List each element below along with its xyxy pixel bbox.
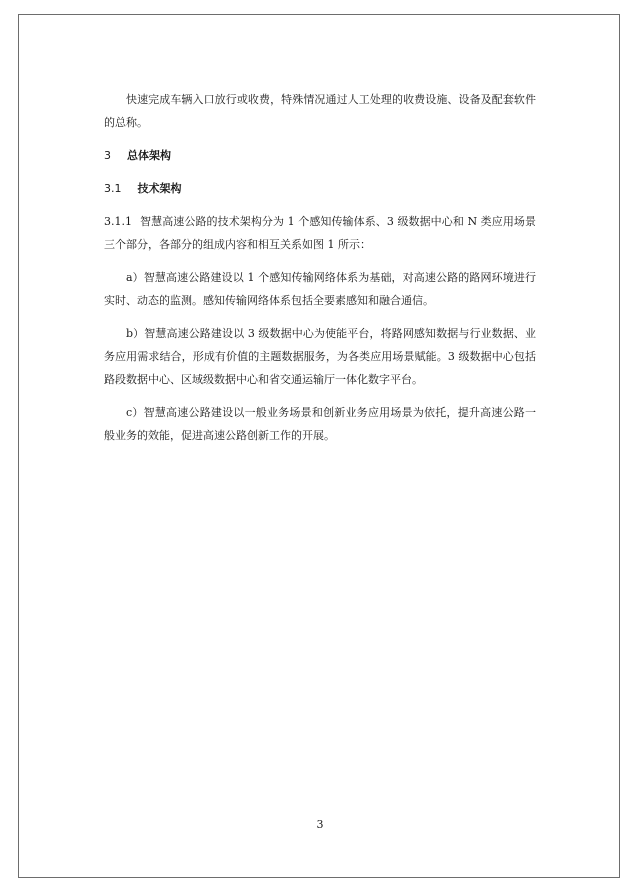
- clause-number: 3.1.1: [104, 215, 132, 228]
- clause-text: 智慧高速公路的技术架构分为 1 个感知传输体系、3 级数据中心和 N 类应用场景三个部分，各部分的组成内容和相互关系如图 1 所示：: [104, 215, 536, 251]
- list-item-c-text: 智慧高速公路建设以一般业务场景和创新业务应用场景为依托，提升高速公路一般业务的效能，促进高速公路创新工作的开展。: [104, 406, 536, 442]
- subsection-heading: [104, 177, 536, 200]
- list-item-b: [104, 322, 536, 391]
- clause-paragraph: [104, 210, 536, 256]
- list-item-c-label: c）: [126, 406, 144, 419]
- intro-paragraph: 快速完成车辆入口放行或收费，特殊情况通过人工处理的收费设施、设备及配套软件的总称。: [104, 93, 536, 129]
- section-title: 总体架构: [127, 149, 171, 162]
- section-heading: [104, 144, 536, 167]
- list-item-a: [104, 266, 536, 312]
- subsection-number: 3.1: [104, 182, 122, 195]
- list-item-b-text: 智慧高速公路建设以 3 级数据中心为使能平台，将路网感知数据与行业数据、业务应用需求结合，形成有价值的主题数据服务，为各类应用场景赋能。3 级数据中心包括路段数据中心、区域级数据中心和省交通运输厅一体化数字平台。: [104, 327, 536, 386]
- list-item-b-label: b）: [126, 327, 145, 340]
- section-number: 3: [104, 149, 111, 162]
- document-body: [104, 88, 536, 457]
- list-item-a-text: 智慧高速公路建设以 1 个感知传输网络体系为基础，对高速公路的路网环境进行实时、动态的监测。感知传输网络体系包括全要素感知和融合通信。: [104, 271, 536, 307]
- list-item-c: [104, 401, 536, 447]
- list-item-a-label: a）: [126, 271, 144, 284]
- page-number: 3: [316, 818, 324, 831]
- subsection-title: 技术架构: [137, 182, 182, 195]
